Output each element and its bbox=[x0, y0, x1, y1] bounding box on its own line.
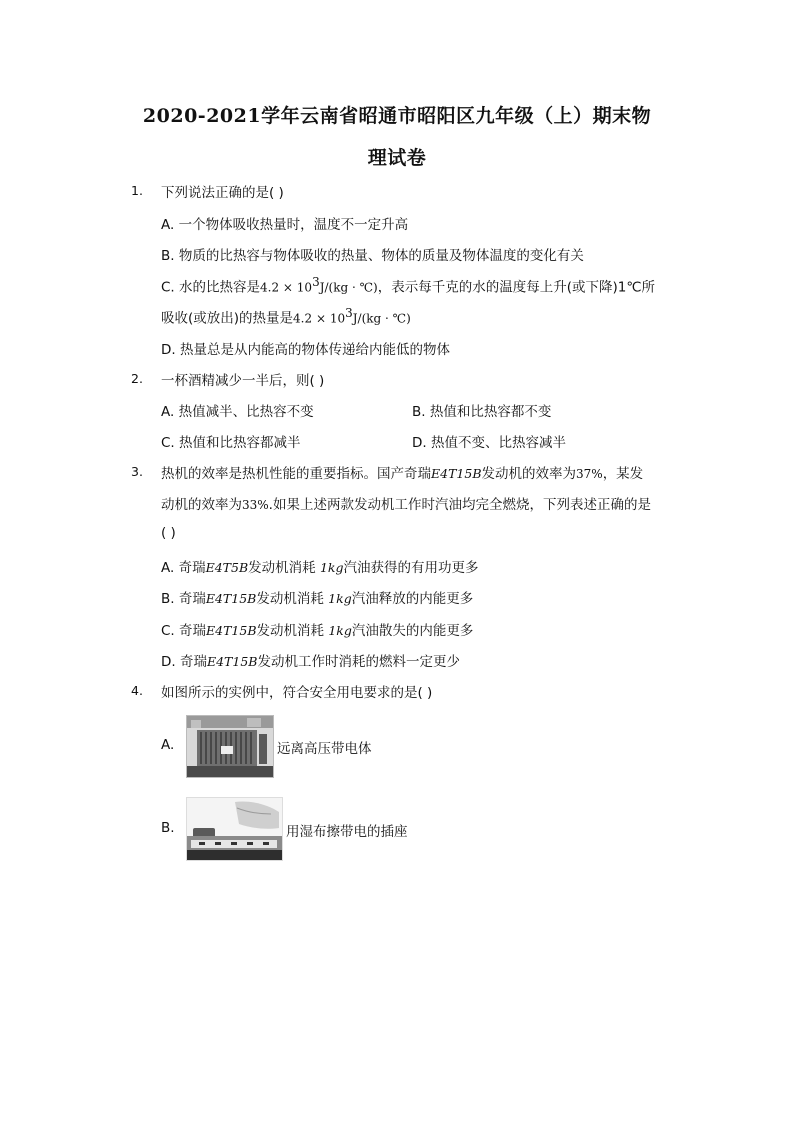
question-3-stem-line3: ( ) bbox=[161, 525, 176, 541]
option-suffix: 发动机工作时消耗的燃料一定更少 bbox=[257, 654, 460, 670]
option-suffix: 汽油散失的内能更多 bbox=[351, 623, 474, 639]
stem-text-3: ，某发 bbox=[602, 466, 644, 482]
specific-heat-unit: J/(kg · ℃) bbox=[319, 280, 378, 295]
high-voltage-equipment-image bbox=[186, 715, 274, 778]
question-2-option-b: B. 热值和比热容都不变 bbox=[412, 404, 552, 420]
fuel-mass: 1kg bbox=[328, 623, 352, 638]
option-c-line2-text: 吸收(或放出)的热量是 bbox=[161, 310, 294, 327]
option-c-text: C. 水的比热容是 bbox=[161, 279, 261, 296]
question-2-option-d: D. 热值不变、比热容减半 bbox=[412, 435, 566, 451]
option-mid: 发动机消耗 bbox=[248, 560, 316, 576]
option-c-text-2: ，表示每千克的水的温度每上升(或下降)1℃所 bbox=[377, 279, 656, 296]
question-2-stem: 一杯酒精减少一半后，则( ) bbox=[161, 373, 325, 389]
wet-cloth-socket-image bbox=[186, 797, 283, 861]
question-3-number: 3. bbox=[131, 464, 143, 479]
exponent-2: 3 bbox=[345, 306, 353, 320]
question-3-option-b bbox=[161, 587, 473, 607]
exam-title-line2: 理试卷 bbox=[367, 147, 427, 169]
stem-text: 热机的效率是热机性能的重要指标。国产奇瑞 bbox=[161, 466, 431, 482]
specific-heat-value: 4.2 × 10 bbox=[260, 280, 313, 295]
option-prefix: A. 奇瑞 bbox=[161, 560, 206, 576]
question-2-number: 2. bbox=[131, 371, 143, 386]
efficiency-value-2: 33% bbox=[242, 498, 269, 512]
stem-text-2: 发动机的效率为 bbox=[481, 466, 577, 482]
stem-text-4: 动机的效率为 bbox=[161, 497, 242, 513]
engine-model: E4T15B bbox=[206, 654, 258, 669]
question-3-option-a bbox=[161, 556, 478, 576]
engine-model: E4T15B bbox=[206, 623, 257, 638]
efficiency-value-1: 37% bbox=[576, 467, 603, 481]
question-4-option-b-caption: 用湿布擦带电的插座 bbox=[286, 824, 408, 840]
option-suffix: 汽油获得的有用功更多 bbox=[343, 560, 479, 576]
question-1-number: 1. bbox=[131, 183, 143, 198]
question-2-option-c: C. 热值和比热容都减半 bbox=[161, 435, 301, 451]
exam-title-line1: 2020-2021学年云南省昭通市昭阳区九年级（上）期末物 bbox=[142, 105, 652, 127]
engine-model: E4T15B bbox=[431, 466, 482, 481]
question-2-option-a: A. 热值减半、比热容不变 bbox=[161, 404, 314, 420]
question-1-option-c bbox=[161, 275, 655, 296]
option-suffix: 汽油释放的内能更多 bbox=[351, 591, 474, 607]
specific-heat-unit-2: J/(kg · ℃) bbox=[352, 311, 411, 326]
question-4-option-b-label: B. bbox=[161, 820, 175, 836]
option-mid: 发动机消耗 bbox=[256, 591, 324, 607]
question-4-option-a-caption: 远离高压带电体 bbox=[277, 741, 372, 757]
question-3-stem-line2 bbox=[161, 493, 651, 513]
question-4-stem: 如图所示的实例中，符合安全用电要求的是( ) bbox=[161, 685, 433, 701]
option-prefix: C. 奇瑞 bbox=[161, 623, 207, 639]
transformer-illustration bbox=[187, 716, 273, 777]
question-1-option-d: D. 热量总是从内能高的物体传递给内能低的物体 bbox=[161, 342, 450, 358]
stem-text-5: .如果上述两款发动机工作时汽油均完全燃烧，下列表述正确的是 bbox=[268, 497, 651, 513]
question-1-option-c-line2 bbox=[161, 306, 411, 327]
question-1-option-b: B. 物质的比热容与物体吸收的热量、物体的质量及物体温度的变化有关 bbox=[161, 248, 584, 264]
question-3-option-d bbox=[161, 650, 460, 670]
fuel-mass: 1kg bbox=[328, 591, 352, 606]
question-3-option-c bbox=[161, 619, 473, 639]
socket-illustration bbox=[187, 798, 282, 860]
exponent: 3 bbox=[312, 275, 320, 289]
option-mid: 发动机消耗 bbox=[256, 623, 325, 639]
question-1-stem: 下列说法正确的是( ) bbox=[161, 185, 284, 201]
engine-model: E4T15B bbox=[205, 591, 257, 606]
fuel-mass: 1kg bbox=[319, 560, 344, 575]
question-1-option-a: A. 一个物体吸收热量时，温度不一定升高 bbox=[161, 217, 409, 233]
option-prefix: D. 奇瑞 bbox=[161, 654, 207, 670]
option-prefix: B. 奇瑞 bbox=[161, 591, 206, 607]
engine-model: E4T5B bbox=[205, 560, 249, 575]
specific-heat-value-2: 4.2 × 10 bbox=[293, 311, 346, 326]
question-4-number: 4. bbox=[131, 683, 143, 698]
question-3-stem-line1 bbox=[161, 462, 643, 482]
question-4-option-a-label: A. bbox=[161, 737, 175, 753]
